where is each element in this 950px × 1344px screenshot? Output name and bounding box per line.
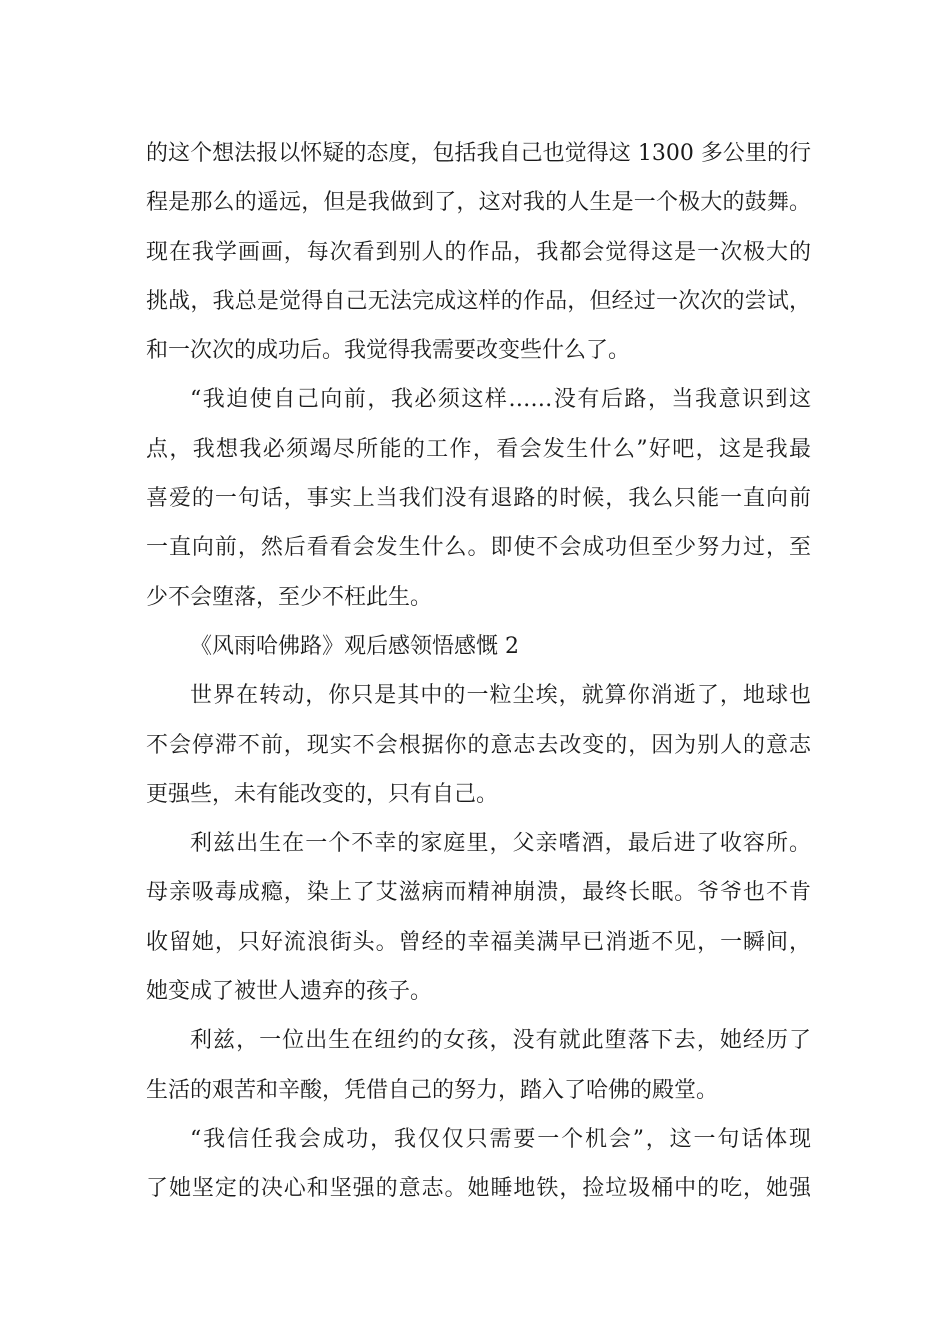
text-line: 的这个想法报以怀疑的态度，包括我自己也觉得这 1300 多公里的行 <box>146 141 811 166</box>
text-line: 喜爱的一句话，事实上当我们没有退路的时候，我么只能一直向前 <box>146 486 811 512</box>
text-line: “我迫使自己向前，我必须这样……没有后路，当我意识到这 <box>190 387 811 413</box>
document-body <box>146 129 811 1214</box>
text-line: 利兹，一位出生在纽约的女孩，没有就此堕落下去，她经历了 <box>190 1028 811 1054</box>
text-line: 和一次次的成功后。我觉得我需要改变些什么了。 <box>146 338 631 364</box>
text-line: 了她坚定的决心和坚强的意志。她睡地铁，捡垃圾桶中的吃，她强 <box>146 1176 811 1202</box>
text-line: 不会停滞不前，现实不会根据你的意志去改变的，因为别人的意志 <box>146 732 811 758</box>
text-line: 收留她，只好流浪街头。曾经的幸福美满早已消逝不见，一瞬间， <box>146 929 811 955</box>
text-line: 少不会堕落，至少不枉此生。 <box>146 584 433 610</box>
text-line: 世界在转动，你只是其中的一粒尘埃，就算你消逝了，地球也 <box>190 683 811 709</box>
text-line: 现在我学画画，每次看到别人的作品，我都会觉得这是一次极大的 <box>146 239 811 265</box>
text-line: 利兹出生在一个不幸的家庭里，父亲嗜酒，最后进了收容所。 <box>190 831 811 857</box>
section-heading: 《风雨哈佛路》观后感领悟感慨 2 <box>190 633 519 659</box>
text-line: 生活的艰苦和辛酸，凭借自己的努力，踏入了哈佛的殿堂。 <box>146 1077 719 1103</box>
text-line: 点，我想我必须竭尽所能的工作，看会发生什么”好吧，这是我最 <box>146 436 811 462</box>
text-line: 程是那么的遥远，但是我做到了，这对我的人生是一个极大的鼓舞。 <box>146 190 811 216</box>
text-line: 更强些，未有能改变的，只有自己。 <box>146 781 499 807</box>
text-line: 一直向前，然后看看会发生什么。即使不会成功但至少努力过，至 <box>146 535 811 561</box>
text-line: 母亲吸毒成瘾，染上了艾滋病而精神崩溃，最终长眠。爷爷也不肯 <box>146 880 811 906</box>
text-line: “我信任我会成功，我仅仅只需要一个机会”，这一句话体现 <box>190 1126 811 1152</box>
text-line: 挑战，我总是觉得自己无法完成这样的作品，但经过一次次的尝试， <box>146 288 811 314</box>
text-line: 她变成了被世人遗弃的孩子。 <box>146 979 433 1005</box>
